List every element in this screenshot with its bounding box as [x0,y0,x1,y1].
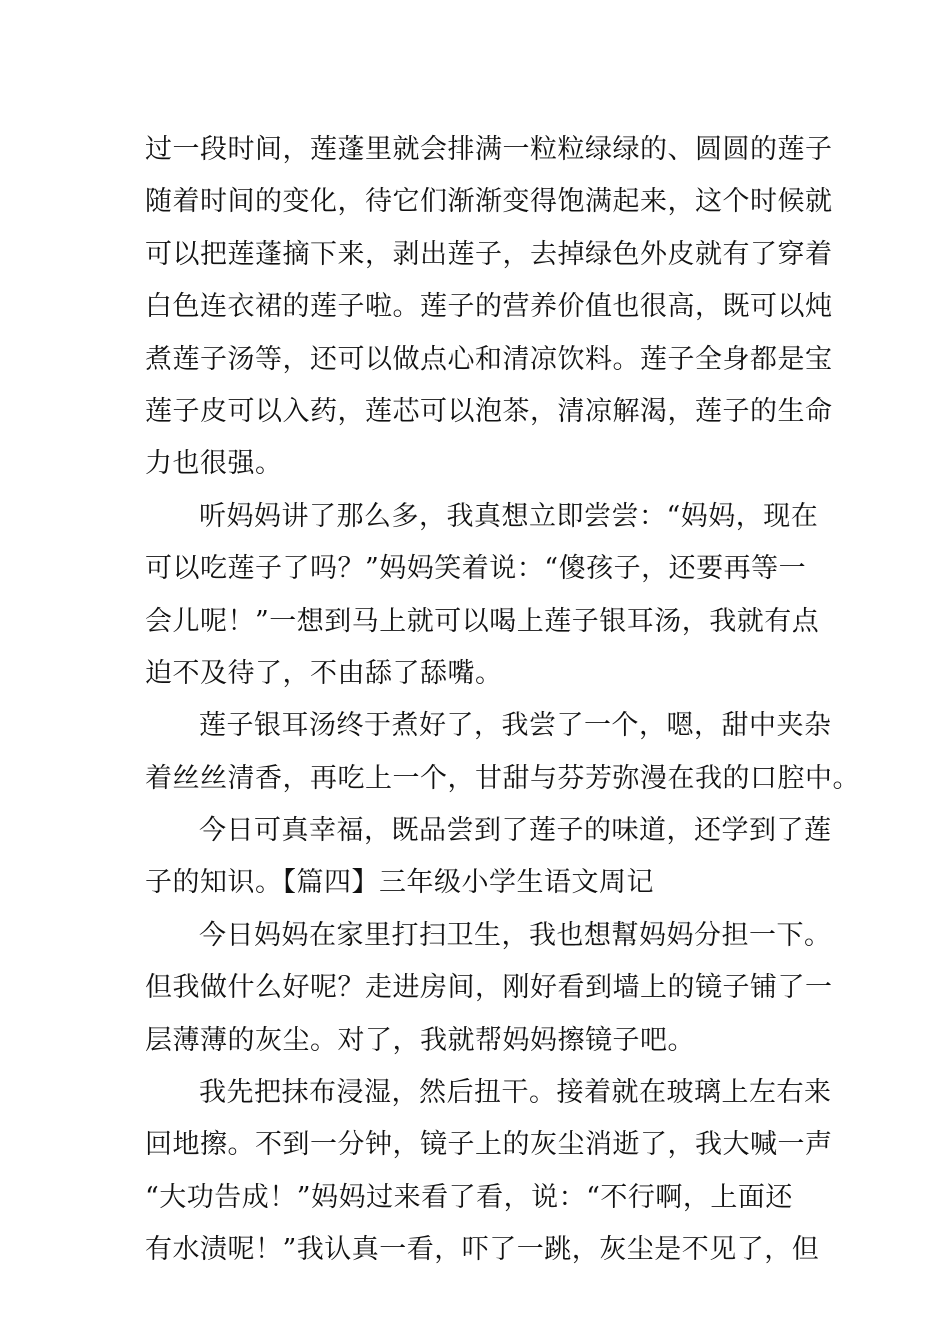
text-line-4: 白色连衣裙的莲子啦。莲子的营养价值也很高，既可以炖 [145,291,833,323]
text-line-9: 可以吃莲子了吗？”妈妈笑着说：“傻孩子，还要再等一 [145,553,807,585]
text-line-13: 着丝丝清香，再吃上一个，甘甜与芬芳弥漫在我的口腔中。 [145,762,860,794]
text-line-2: 随着时间的变化，待它们渐渐变得饱满起来，这个时候就 [145,186,833,218]
document-body [145,124,860,1277]
text-line-15: 子的知识。【篇四】三年级小学生语文周记 [145,867,654,899]
text-line-5: 煮莲子汤等，还可以做点心和清凉饮料。莲子全身都是宝 [145,343,833,375]
text-line-1: 过一段时间，莲蓬里就会排满一粒粒绿绿的、圆圆的莲子 [145,134,833,165]
text-line-11: 迫不及待了，不由舔了舔嘴。 [145,657,503,689]
text-line-14: 今日可真幸福，既品尝到了莲子的味道，还学到了莲 [199,815,832,847]
text-line-10: 会儿呢！”一想到马上就可以喝上莲子银耳汤，我就有点 [145,605,820,637]
text-line-12: 莲子银耳汤终于煮好了，我尝了一个，嗯，甜中夹杂 [199,710,832,742]
text-line-16: 今日妈妈在家里打扫卫生，我也想幫妈妈分担一下。 [199,919,832,951]
text-line-3: 可以把莲蓬摘下来，剥出莲子，去掉绿色外皮就有了穿着 [145,238,833,270]
text-line-17: 但我做什么好呢？走进房间，刚好看到墙上的镜子铺了一 [145,972,833,1004]
text-line-18: 层薄薄的灰尘。对了，我就帮妈妈擦镜子吧。 [145,1024,695,1056]
text-line-19: 我先把抹布浸湿，然后扭干。接着就在玻璃上左右来 [199,1077,832,1109]
text-line-22: 有水渍呢！”我认真一看，吓了一跳，灰尘是不见了，但 [145,1234,820,1266]
text-line-6: 莲子皮可以入药，莲芯可以泡茶，清凉解渴，莲子的生命 [145,395,833,427]
text-line-7: 力也很强。 [145,448,283,480]
text-line-21: “大功告成！”妈妈过来看了看，说：“不行啊，上面还 [145,1181,793,1213]
text-line-8: 听妈妈讲了那么多，我真想立即尝尝：“妈妈，现在 [199,500,819,532]
text-line-20: 回地擦。不到一分钟，镜子上的灰尘消逝了，我大喊一声 [145,1129,833,1161]
